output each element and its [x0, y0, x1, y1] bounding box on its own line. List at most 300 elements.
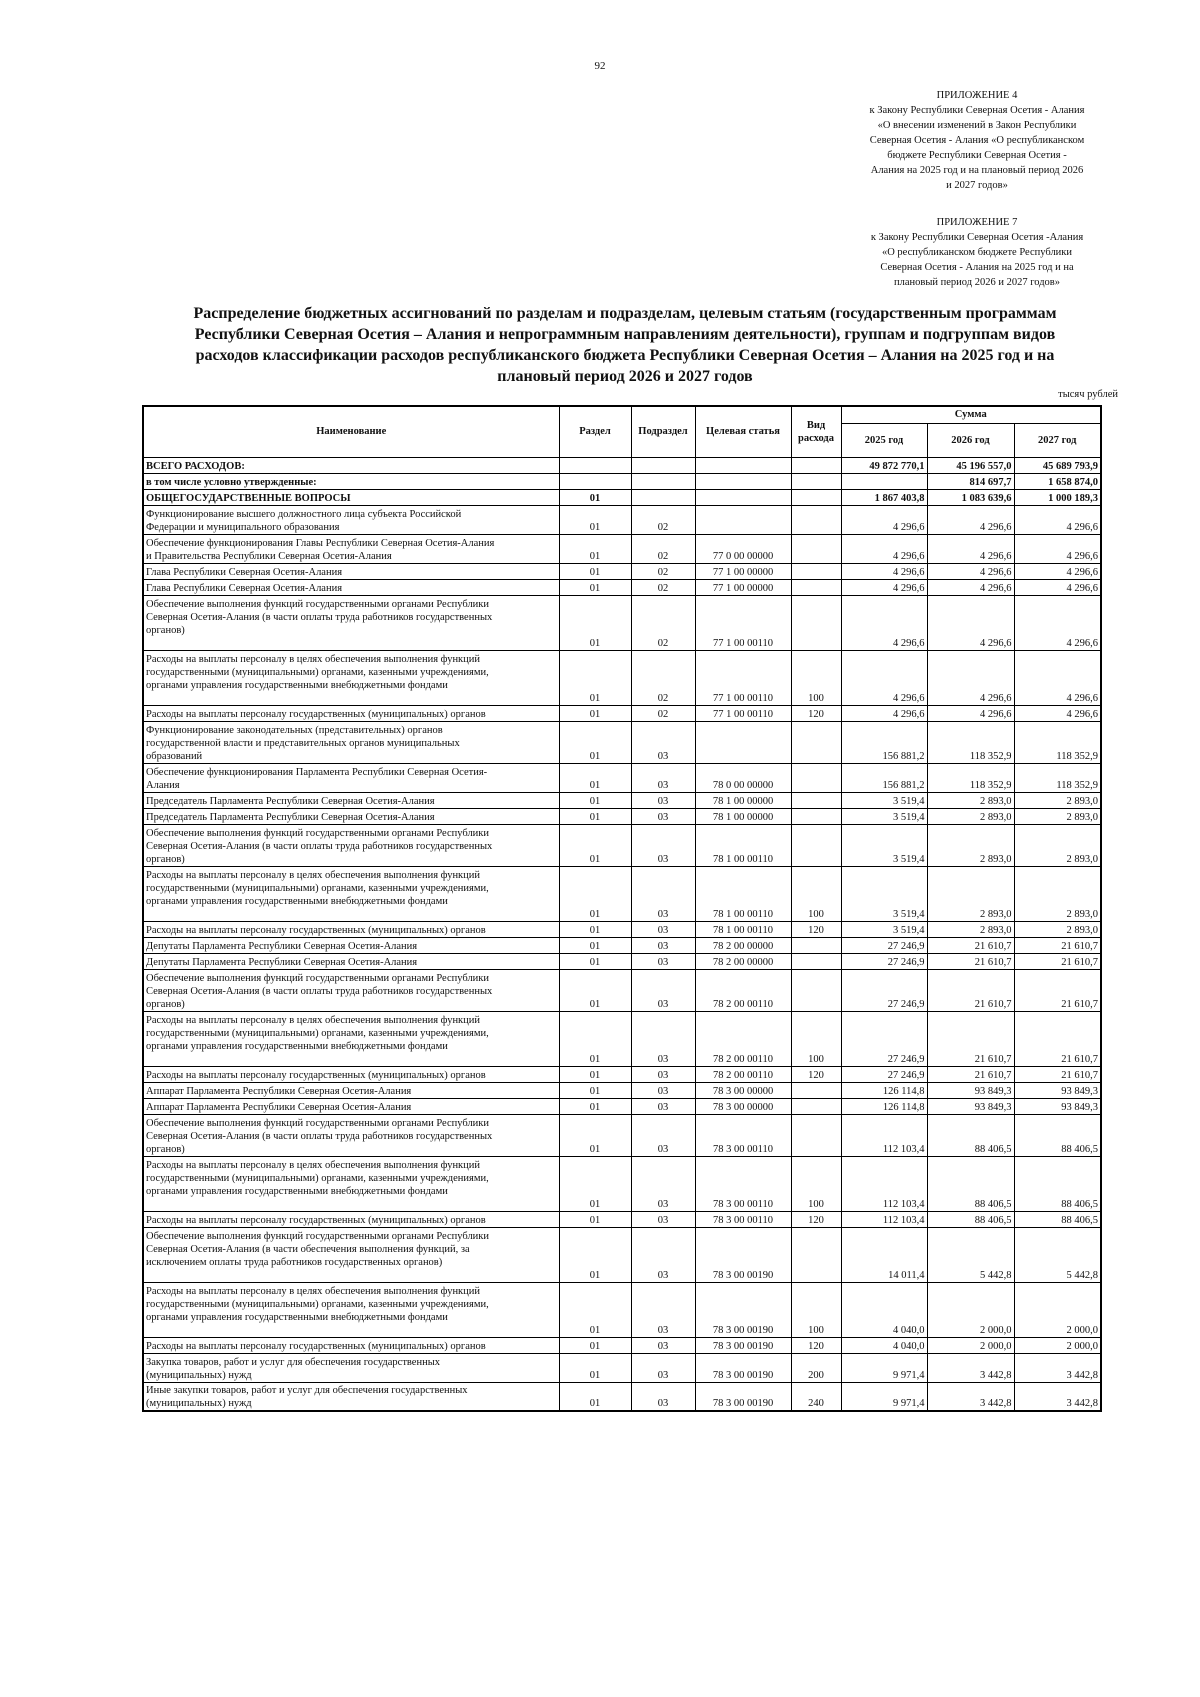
row-2027: 21 610,7 — [1014, 953, 1101, 969]
row-name-line: Северная Осетия-Алания (в части обеспечения выполнения функций, за — [146, 1243, 470, 1255]
row-section: 01 — [559, 1337, 631, 1353]
row-2025: 9 971,4 — [841, 1353, 927, 1382]
row-2026: 21 610,7 — [927, 1011, 1014, 1066]
row-name-line: органами управления государственными внебюджетными фондами — [146, 895, 448, 907]
row-section: 01 — [559, 1114, 631, 1156]
table-row — [143, 1337, 1101, 1353]
row-2026: 2 893,0 — [927, 792, 1014, 808]
row-name-line: Председатель Парламента Республики Северная Осетия-Алания — [146, 795, 435, 807]
row-2027: 4 296,6 — [1014, 579, 1101, 595]
units-label: тысяч рублей — [1058, 389, 1118, 400]
row-section: 01 — [559, 1098, 631, 1114]
row-2026: 4 296,6 — [927, 505, 1014, 534]
row-target: 78 1 00 00000 — [695, 808, 791, 824]
row-2027: 2 000,0 — [1014, 1282, 1101, 1337]
row-name — [143, 534, 559, 563]
row-name-line: Аппарат Парламента Республики Северная Осетия-Алания — [146, 1085, 412, 1097]
row-name-line: органов) — [146, 998, 185, 1010]
row-subsection: 03 — [631, 1227, 695, 1282]
annex-line: Алания на 2025 год и на плановый период 2026 — [870, 165, 1084, 176]
row-target — [695, 457, 791, 473]
row-2026: 88 406,5 — [927, 1156, 1014, 1211]
table-row — [143, 921, 1101, 937]
row-subsection: 03 — [631, 1114, 695, 1156]
row-expense-type — [791, 595, 841, 650]
row-2027: 1 658 874,0 — [1014, 473, 1101, 489]
row-name-line: Федерации и муниципального образования — [146, 521, 340, 533]
row-name-line: органами управления государственными внебюджетными фондами — [146, 1311, 448, 1323]
row-2025: 3 519,4 — [841, 824, 927, 866]
row-target: 77 0 00 00000 — [695, 534, 791, 563]
row-2026: 88 406,5 — [927, 1114, 1014, 1156]
row-name — [143, 563, 559, 579]
row-2027: 88 406,5 — [1014, 1211, 1101, 1227]
row-name-line: государственной власти и представительных органов муниципальных — [146, 737, 460, 749]
table-row — [143, 1082, 1101, 1098]
header-section: Раздел — [559, 406, 631, 457]
row-target: 78 2 00 00000 — [695, 953, 791, 969]
row-2027: 2 000,0 — [1014, 1337, 1101, 1353]
row-target: 78 2 00 00110 — [695, 1011, 791, 1066]
row-2025: 3 519,4 — [841, 866, 927, 921]
table-row — [143, 969, 1101, 1011]
row-2027: 4 296,6 — [1014, 563, 1101, 579]
row-subsection: 03 — [631, 1156, 695, 1211]
row-section: 01 — [559, 969, 631, 1011]
row-target: 78 1 00 00110 — [695, 866, 791, 921]
row-2027: 21 610,7 — [1014, 1066, 1101, 1082]
row-subsection: 02 — [631, 505, 695, 534]
table-row — [143, 937, 1101, 953]
row-target: 78 1 00 00110 — [695, 824, 791, 866]
annex-line: Северная Осетия - Алания на 2025 год и на — [880, 262, 1074, 273]
title-line: Республики Северная Осетия – Алания и непрограммным направлениям деятельности), группам и подгруппам видов — [194, 326, 1056, 343]
row-2025: 27 246,9 — [841, 937, 927, 953]
row-2027: 2 893,0 — [1014, 921, 1101, 937]
row-subsection: 02 — [631, 650, 695, 705]
row-2025: 27 246,9 — [841, 953, 927, 969]
table-row — [143, 489, 1101, 505]
row-2025: 1 867 403,8 — [841, 489, 927, 505]
row-target: 78 3 00 00110 — [695, 1211, 791, 1227]
row-expense-type — [791, 473, 841, 489]
row-subsection: 03 — [631, 1382, 695, 1411]
row-name-line: Расходы на выплаты персоналу в целях обеспечения выполнения функций — [146, 1285, 481, 1297]
row-2026: 118 352,9 — [927, 763, 1014, 792]
row-2026: 2 000,0 — [927, 1282, 1014, 1337]
table-row — [143, 866, 1101, 921]
row-name — [143, 1353, 559, 1382]
row-name-line: Глава Республики Северная Осетия-Алания — [146, 582, 343, 594]
row-target: 78 3 00 00190 — [695, 1382, 791, 1411]
row-target — [695, 473, 791, 489]
row-2026: 93 849,3 — [927, 1098, 1014, 1114]
row-subsection — [631, 473, 695, 489]
row-name-line: Расходы на выплаты персоналу государственных (муниципальных) органов — [146, 924, 486, 936]
row-name-line: Депутаты Парламента Республики Северная Осетия-Алания — [146, 956, 418, 968]
row-expense-type — [791, 1114, 841, 1156]
row-name-line: Обеспечение выполнения функций государственными органами Республики — [146, 1230, 490, 1242]
row-expense-type — [791, 937, 841, 953]
row-name — [143, 824, 559, 866]
row-section: 01 — [559, 1282, 631, 1337]
row-subsection: 03 — [631, 808, 695, 824]
row-subsection: 03 — [631, 1211, 695, 1227]
annex-line: к Закону Республики Северная Осетия - Алания — [869, 105, 1085, 116]
row-expense-type: 100 — [791, 650, 841, 705]
row-name-line: Глава Республики Северная Осетия-Алания — [146, 566, 343, 578]
table-row — [143, 563, 1101, 579]
row-name — [143, 505, 559, 534]
table-row — [143, 808, 1101, 824]
row-name-line: Расходы на выплаты персоналу в целях обеспечения выполнения функций — [146, 869, 481, 881]
row-name — [143, 1082, 559, 1098]
row-2026: 2 893,0 — [927, 866, 1014, 921]
row-2025: 49 872 770,1 — [841, 457, 927, 473]
row-expense-type: 100 — [791, 1011, 841, 1066]
row-target: 78 2 00 00110 — [695, 969, 791, 1011]
row-name-line: и Правительства Республики Северная Осетия-Алания — [146, 550, 392, 562]
row-name — [143, 473, 559, 489]
row-subsection: 03 — [631, 953, 695, 969]
row-name — [143, 1011, 559, 1066]
row-target: 78 3 00 00110 — [695, 1156, 791, 1211]
row-target — [695, 489, 791, 505]
header-2025: 2025 год — [841, 423, 927, 457]
row-name-line: Обеспечение выполнения функций государственными органами Республики — [146, 598, 490, 610]
row-name-line: Расходы на выплаты персоналу государственных (муниципальных) органов — [146, 1069, 486, 1081]
row-2025: 4 296,6 — [841, 505, 927, 534]
row-expense-type — [791, 721, 841, 763]
row-2027: 4 296,6 — [1014, 534, 1101, 563]
row-name-line — [146, 1053, 557, 1066]
row-target: 78 1 00 00110 — [695, 921, 791, 937]
row-name-line: государственными (муниципальными) органами, казенными учреждениями, — [146, 666, 489, 678]
row-expense-type — [791, 763, 841, 792]
row-expense-type — [791, 505, 841, 534]
row-2025: 4 296,6 — [841, 534, 927, 563]
row-name-line: исключением оплаты труда работников государственных органов) — [146, 1256, 443, 1268]
row-name-line: Обеспечение выполнения функций государственными органами Республики — [146, 972, 490, 984]
row-subsection: 03 — [631, 1082, 695, 1098]
row-name-line — [146, 1324, 557, 1337]
budget-table — [142, 405, 1102, 1412]
row-name-line: Функционирование высшего должностного лица субъекта Российской — [146, 508, 462, 520]
row-target: 78 3 00 00190 — [695, 1227, 791, 1282]
table-row — [143, 1156, 1101, 1211]
row-2025: 4 296,6 — [841, 563, 927, 579]
row-2026: 4 296,6 — [927, 563, 1014, 579]
row-subsection: 02 — [631, 534, 695, 563]
row-section — [559, 457, 631, 473]
row-expense-type — [791, 457, 841, 473]
row-2027: 3 442,8 — [1014, 1382, 1101, 1411]
row-name-line — [146, 908, 557, 921]
row-name — [143, 953, 559, 969]
row-expense-type — [791, 1227, 841, 1282]
row-subsection: 02 — [631, 595, 695, 650]
row-name-line: Расходы на выплаты персоналу в целях обеспечения выполнения функций — [146, 1159, 481, 1171]
row-2025: 156 881,2 — [841, 763, 927, 792]
row-subsection: 03 — [631, 937, 695, 953]
row-name — [143, 1156, 559, 1211]
row-expense-type: 120 — [791, 921, 841, 937]
row-name-line: в том числе условно утвержденные: — [146, 476, 317, 488]
annex-line: плановый период 2026 и 2027 годов» — [894, 277, 1060, 288]
row-name-line: Председатель Парламента Республики Северная Осетия-Алания — [146, 811, 435, 823]
row-2027: 2 893,0 — [1014, 824, 1101, 866]
page-number: 92 — [594, 60, 606, 72]
row-2025: 4 040,0 — [841, 1282, 927, 1337]
header-subsection: Подраздел — [631, 406, 695, 457]
title-line: расходов классификации расходов республиканского бюджета Республики Северная Осетия – Алания на 2025 год и на — [195, 347, 1055, 364]
row-section: 01 — [559, 650, 631, 705]
row-expense-type — [791, 808, 841, 824]
row-name — [143, 1098, 559, 1114]
annex-line: к Закону Республики Северная Осетия -Алания — [870, 232, 1084, 243]
row-2026: 93 849,3 — [927, 1082, 1014, 1098]
row-2026: 4 296,6 — [927, 595, 1014, 650]
row-name-line — [146, 692, 557, 705]
row-2027: 88 406,5 — [1014, 1156, 1101, 1211]
row-subsection: 03 — [631, 792, 695, 808]
row-name-line: органов) — [146, 1143, 185, 1155]
row-target: 77 1 00 00110 — [695, 705, 791, 721]
row-name-line: ОБЩЕГОСУДАРСТВЕННЫЕ ВОПРОСЫ — [146, 492, 351, 504]
table-row — [143, 505, 1101, 534]
row-2026: 88 406,5 — [927, 1211, 1014, 1227]
table-row — [143, 1227, 1101, 1282]
row-name-line: Расходы на выплаты персоналу государственных (муниципальных) органов — [146, 708, 486, 720]
annex-line: бюджете Республики Северная Осетия - — [887, 150, 1067, 161]
row-section: 01 — [559, 579, 631, 595]
row-expense-type: 100 — [791, 1156, 841, 1211]
row-2026: 2 000,0 — [927, 1337, 1014, 1353]
row-expense-type — [791, 489, 841, 505]
row-target: 78 3 00 00190 — [695, 1337, 791, 1353]
row-name-line: органами управления государственными внебюджетными фондами — [146, 679, 448, 691]
row-section: 01 — [559, 866, 631, 921]
row-2027: 21 610,7 — [1014, 1011, 1101, 1066]
row-section: 01 — [559, 824, 631, 866]
row-name — [143, 721, 559, 763]
row-2025: 27 246,9 — [841, 1066, 927, 1082]
row-expense-type: 120 — [791, 1337, 841, 1353]
title-line: Распределение бюджетных ассигнований по разделам и подразделам, целевым статьям (государственным программам — [193, 305, 1057, 322]
header-2027: 2027 год — [1014, 423, 1101, 457]
row-2026: 1 083 639,6 — [927, 489, 1014, 505]
row-2027: 4 296,6 — [1014, 505, 1101, 534]
row-2025: 3 519,4 — [841, 808, 927, 824]
row-2026: 45 196 557,0 — [927, 457, 1014, 473]
row-expense-type: 100 — [791, 866, 841, 921]
row-2025: 27 246,9 — [841, 1011, 927, 1066]
annex-line: «О внесении изменений в Закон Республики — [877, 120, 1077, 131]
row-2025: 126 114,8 — [841, 1098, 927, 1114]
row-subsection: 03 — [631, 1353, 695, 1382]
table-row — [143, 1011, 1101, 1066]
row-name-line — [146, 637, 557, 650]
row-2025: 27 246,9 — [841, 969, 927, 1011]
row-2026: 814 697,7 — [927, 473, 1014, 489]
row-name — [143, 969, 559, 1011]
row-section: 01 — [559, 1156, 631, 1211]
row-subsection: 03 — [631, 1066, 695, 1082]
table-body — [143, 457, 1101, 1411]
row-target: 77 1 00 00110 — [695, 595, 791, 650]
row-name — [143, 489, 559, 505]
row-2025: 4 296,6 — [841, 579, 927, 595]
annex-line: ПРИЛОЖЕНИЕ 7 — [936, 217, 1018, 228]
row-subsection: 03 — [631, 721, 695, 763]
row-name — [143, 866, 559, 921]
header-expense-type: Вид расхода — [791, 406, 841, 457]
row-2027: 4 296,6 — [1014, 595, 1101, 650]
row-name-line: Алания — [146, 779, 180, 791]
row-name-line: органов) — [146, 853, 185, 865]
row-subsection: 03 — [631, 866, 695, 921]
row-section: 01 — [559, 921, 631, 937]
row-subsection: 03 — [631, 1282, 695, 1337]
row-subsection: 02 — [631, 579, 695, 595]
row-subsection: 03 — [631, 969, 695, 1011]
row-section: 01 — [559, 563, 631, 579]
row-2027: 4 296,6 — [1014, 650, 1101, 705]
row-section: 01 — [559, 1227, 631, 1282]
row-2026: 2 893,0 — [927, 824, 1014, 866]
table-row — [143, 534, 1101, 563]
row-name — [143, 1211, 559, 1227]
row-name-line: органами управления государственными внебюджетными фондами — [146, 1040, 448, 1052]
row-name-line — [146, 1269, 557, 1282]
row-name — [143, 1114, 559, 1156]
row-2026: 4 296,6 — [927, 534, 1014, 563]
row-subsection: 02 — [631, 563, 695, 579]
row-target: 78 3 00 00190 — [695, 1353, 791, 1382]
row-target: 78 1 00 00000 — [695, 792, 791, 808]
row-target: 78 2 00 00000 — [695, 937, 791, 953]
row-2027: 118 352,9 — [1014, 763, 1101, 792]
row-2027: 93 849,3 — [1014, 1082, 1101, 1098]
table-row — [143, 1382, 1101, 1411]
row-name-line: Депутаты Парламента Республики Северная Осетия-Алания — [146, 940, 418, 952]
row-2027: 4 296,6 — [1014, 705, 1101, 721]
row-section: 01 — [559, 1066, 631, 1082]
row-name — [143, 457, 559, 473]
row-name-line: Обеспечение функционирования Парламента Республики Северная Осетия- — [146, 766, 488, 778]
row-name-line: Северная Осетия-Алания (в части оплаты труда работников государственных — [146, 611, 493, 623]
table-row — [143, 650, 1101, 705]
table-row — [143, 1211, 1101, 1227]
row-expense-type: 100 — [791, 1282, 841, 1337]
row-2027: 2 893,0 — [1014, 792, 1101, 808]
row-name — [143, 1066, 559, 1082]
row-expense-type — [791, 563, 841, 579]
row-2025: 156 881,2 — [841, 721, 927, 763]
row-subsection: 02 — [631, 705, 695, 721]
row-name — [143, 1382, 559, 1411]
row-name — [143, 808, 559, 824]
row-name — [143, 792, 559, 808]
row-expense-type: 120 — [791, 1211, 841, 1227]
row-name — [143, 595, 559, 650]
row-2025: 4 296,6 — [841, 595, 927, 650]
row-name-line: органов) — [146, 624, 185, 636]
row-section: 01 — [559, 1353, 631, 1382]
row-2025: 4 040,0 — [841, 1337, 927, 1353]
row-target: 78 0 00 00000 — [695, 763, 791, 792]
row-2026: 21 610,7 — [927, 1066, 1014, 1082]
row-name-line: Северная Осетия-Алания (в части оплаты труда работников государственных — [146, 840, 493, 852]
row-target: 77 1 00 00000 — [695, 563, 791, 579]
row-name-line: Аппарат Парламента Республики Северная Осетия-Алания — [146, 1101, 412, 1113]
row-2026: 2 893,0 — [927, 921, 1014, 937]
row-name-line: Обеспечение выполнения функций государственными органами Республики — [146, 1117, 490, 1129]
header-target: Целевая статья — [695, 406, 791, 457]
annex-7-note — [838, 215, 1116, 290]
row-2025: 3 519,4 — [841, 792, 927, 808]
table-row — [143, 824, 1101, 866]
row-2027: 1 000 189,3 — [1014, 489, 1101, 505]
row-2026: 4 296,6 — [927, 705, 1014, 721]
row-2026: 4 296,6 — [927, 579, 1014, 595]
annex-line: Северная Осетия - Алания «О республиканском — [869, 135, 1085, 146]
row-expense-type: 120 — [791, 705, 841, 721]
table-row — [143, 1066, 1101, 1082]
row-expense-type — [791, 1082, 841, 1098]
row-section: 01 — [559, 953, 631, 969]
row-name-line: Функционирование законодательных (представительных) органов — [146, 724, 443, 736]
row-2027: 88 406,5 — [1014, 1114, 1101, 1156]
row-name-line: Иные закупки товаров, работ и услуг для обеспечения государственных — [146, 1385, 468, 1396]
row-subsection: 03 — [631, 763, 695, 792]
row-name-line: образований — [146, 750, 203, 762]
row-name — [143, 763, 559, 792]
row-section: 01 — [559, 1011, 631, 1066]
row-name-line: Обеспечение выполнения функций государственными органами Республики — [146, 827, 490, 839]
row-2027: 45 689 793,9 — [1014, 457, 1101, 473]
row-subsection — [631, 489, 695, 505]
table-row — [143, 792, 1101, 808]
row-expense-type: 120 — [791, 1066, 841, 1082]
table-row — [143, 763, 1101, 792]
row-target: 77 1 00 00110 — [695, 650, 791, 705]
row-2026: 21 610,7 — [927, 969, 1014, 1011]
row-name-line: Расходы на выплаты персоналу государственных (муниципальных) органов — [146, 1340, 486, 1352]
row-2027: 21 610,7 — [1014, 969, 1101, 1011]
row-name-line: Северная Осетия-Алания (в части оплаты труда работников государственных — [146, 1130, 493, 1142]
row-section: 01 — [559, 937, 631, 953]
row-2026: 3 442,8 — [927, 1353, 1014, 1382]
row-name — [143, 937, 559, 953]
annex-line: ПРИЛОЖЕНИЕ 4 — [936, 90, 1018, 101]
row-name-line: органами управления государственными внебюджетными фондами — [146, 1185, 448, 1197]
row-name-line: Расходы на выплаты персоналу в целях обеспечения выполнения функций — [146, 1014, 481, 1026]
row-expense-type: 200 — [791, 1353, 841, 1382]
row-name — [143, 1282, 559, 1337]
row-name-line: государственными (муниципальными) органами, казенными учреждениями, — [146, 1027, 489, 1039]
row-name-line: Закупка товаров, работ и услуг для обеспечения государственных — [146, 1356, 441, 1368]
row-2027: 118 352,9 — [1014, 721, 1101, 763]
row-subsection: 03 — [631, 921, 695, 937]
row-name — [143, 705, 559, 721]
row-name-line: Северная Осетия-Алания (в части оплаты труда работников государственных — [146, 985, 493, 997]
row-section: 01 — [559, 489, 631, 505]
row-section: 01 — [559, 808, 631, 824]
table-row — [143, 579, 1101, 595]
row-name-line: Расходы на выплаты персоналу в целях обеспечения выполнения функций — [146, 653, 481, 665]
table-row — [143, 1282, 1101, 1337]
